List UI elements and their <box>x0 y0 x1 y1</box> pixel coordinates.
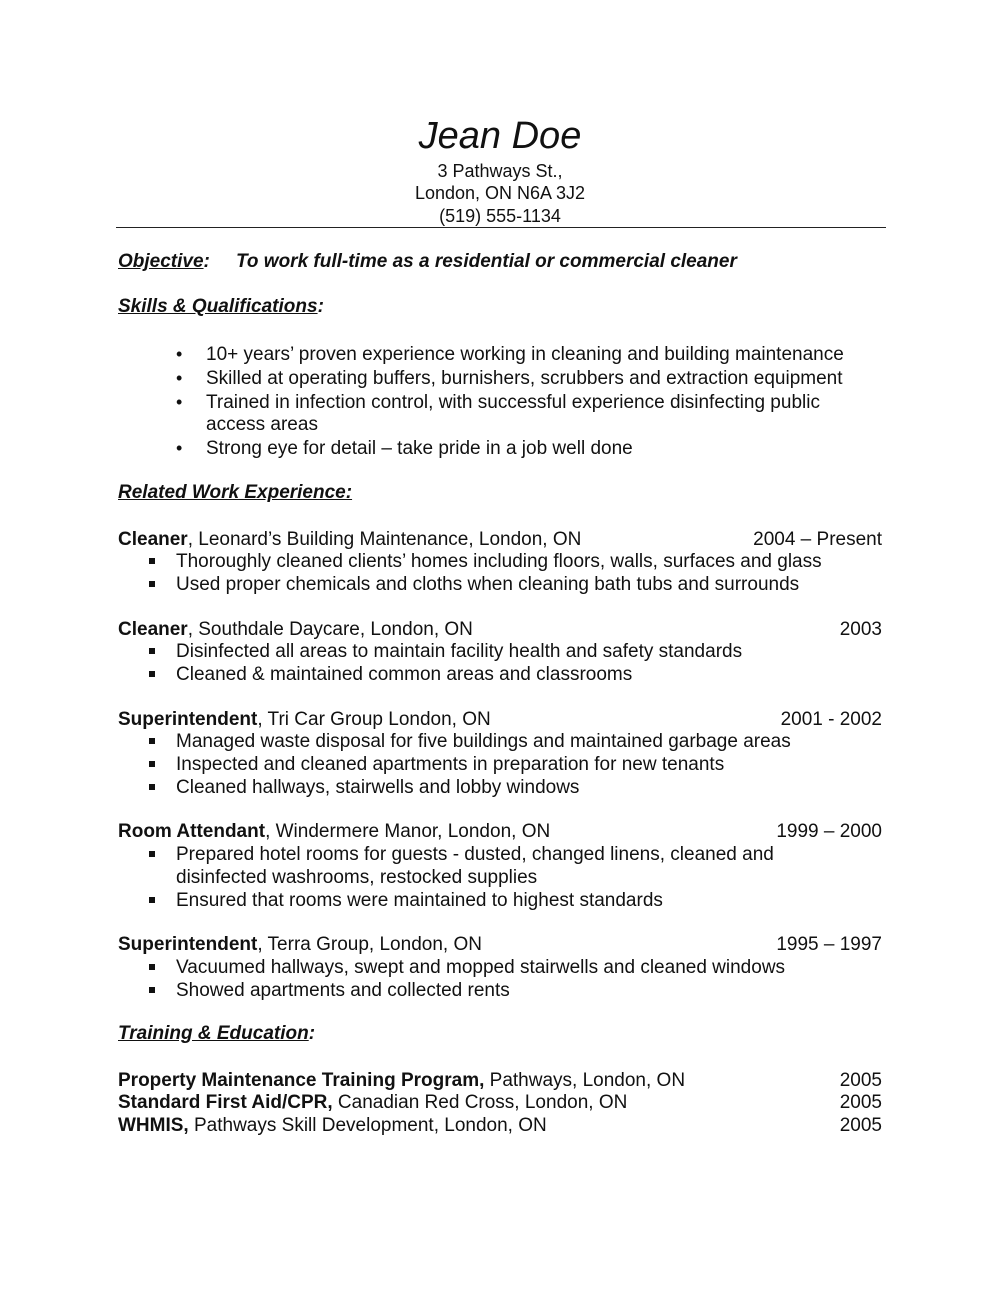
education-colon: : <box>308 1023 316 1044</box>
square-bullet-icon <box>149 987 155 993</box>
education-item <box>118 1114 547 1137</box>
square-bullet-icon <box>149 581 155 587</box>
square-bullet-icon <box>149 897 155 903</box>
job-heading <box>118 820 550 843</box>
job-dates: 2001 - 2002 <box>780 709 882 730</box>
address-line-1: 3 Pathways St., <box>437 161 563 181</box>
job-duty: Disinfected all areas to maintain facility health and safety standards <box>176 641 743 662</box>
job-heading <box>118 528 581 551</box>
phone-number: (519) 555-1134 <box>439 206 561 226</box>
square-bullet-icon <box>149 671 155 677</box>
job-dates: 1999 – 2000 <box>776 821 882 842</box>
job-dates: 1995 – 1997 <box>776 934 882 955</box>
education-details: Pathways Skill Development, London, ON <box>188 1115 547 1136</box>
bullet-icon: • <box>176 368 183 388</box>
education-year: 2005 <box>839 1115 882 1136</box>
job-duty-continued: disinfected washrooms, restocked supplies <box>176 867 538 888</box>
skill-item: Strong eye for detail – take pride in a job well done <box>206 438 633 459</box>
job-employer: , Tri Car Group London, ON <box>257 709 491 730</box>
bullet-icon: • <box>176 438 183 458</box>
job-duty: Prepared hotel rooms for guests - dusted, changed linens, cleaned and <box>176 844 774 865</box>
experience-heading <box>118 482 352 504</box>
job-title: Room Attendant <box>118 821 266 842</box>
job-title: Cleaner <box>118 529 188 550</box>
bullet-icon: • <box>176 344 183 364</box>
job-duty: Showed apartments and collected rents <box>176 980 510 1001</box>
objective-label: Objective <box>118 251 204 272</box>
job-duty: Managed waste disposal for five buildings and maintained garbage areas <box>176 731 791 752</box>
education-title: Training & Education <box>118 1023 309 1044</box>
education-name: Standard First Aid/CPR, <box>118 1092 333 1113</box>
job-heading <box>118 618 473 641</box>
square-bullet-icon <box>149 784 155 790</box>
education-year: 2005 <box>839 1092 882 1113</box>
skill-item: Skilled at operating buffers, burnishers, scrubbers and extraction equipment <box>206 368 843 389</box>
square-bullet-icon <box>149 964 155 970</box>
bullet-icon: • <box>176 392 183 412</box>
address-line-2: London, ON N6A 3J2 <box>414 183 586 203</box>
job-dates: 2004 – Present <box>753 529 882 550</box>
job-duty: Thoroughly cleaned clients’ homes including floors, walls, surfaces and glass <box>176 551 822 572</box>
job-employer: , Southdale Daycare, London, ON <box>187 619 473 640</box>
education-details: Canadian Red Cross, London, ON <box>332 1092 628 1113</box>
square-bullet-icon <box>149 738 155 744</box>
skill-item: 10+ years’ proven experience working in cleaning and building maintenance <box>206 344 844 365</box>
header-divider <box>116 227 886 228</box>
education-item <box>118 1069 685 1092</box>
education-heading <box>118 1023 315 1045</box>
objective-text: To work full-time as a residential or commercial cleaner <box>236 251 737 272</box>
objective-heading <box>118 251 210 273</box>
square-bullet-icon <box>149 558 155 564</box>
job-title: Superintendent <box>118 934 258 955</box>
job-heading <box>118 933 482 956</box>
candidate-name: Jean Doe <box>418 115 582 157</box>
job-duty: Vacuumed hallways, swept and mopped stairwells and cleaned windows <box>176 957 786 978</box>
job-duty: Cleaned hallways, stairwells and lobby windows <box>176 777 580 798</box>
job-employer: , Leonard’s Building Maintenance, London, ON <box>187 529 582 550</box>
job-duty: Cleaned & maintained common areas and classrooms <box>176 664 633 685</box>
job-duty: Used proper chemicals and cloths when cleaning bath tubs and surrounds <box>176 574 800 595</box>
skill-item-continued: access areas <box>206 414 318 435</box>
job-duty: Ensured that rooms were maintained to highest standards <box>176 890 663 911</box>
square-bullet-icon <box>149 761 155 767</box>
skills-title: Skills & Qualifications <box>118 296 318 317</box>
square-bullet-icon <box>149 851 155 857</box>
education-name: Property Maintenance Training Program, <box>118 1070 485 1091</box>
objective-colon: : <box>203 251 210 272</box>
education-details: Pathways, London, ON <box>484 1070 686 1091</box>
skill-item: Trained in infection control, with successful experience disinfecting public <box>206 392 820 413</box>
skills-colon: : <box>317 296 324 317</box>
education-name: WHMIS, <box>118 1115 189 1136</box>
job-dates: 2003 <box>839 619 882 640</box>
experience-title: Related Work Experience: <box>118 482 353 503</box>
job-title: Superintendent <box>118 709 258 730</box>
job-employer: , Windermere Manor, London, ON <box>265 821 551 842</box>
job-title: Cleaner <box>118 619 188 640</box>
square-bullet-icon <box>149 648 155 654</box>
education-year: 2005 <box>839 1070 882 1091</box>
skills-heading <box>118 296 324 318</box>
education-item <box>118 1091 627 1114</box>
job-employer: , Terra Group, London, ON <box>257 934 482 955</box>
job-duty: Inspected and cleaned apartments in preparation for new tenants <box>176 754 725 775</box>
job-heading <box>118 708 491 731</box>
